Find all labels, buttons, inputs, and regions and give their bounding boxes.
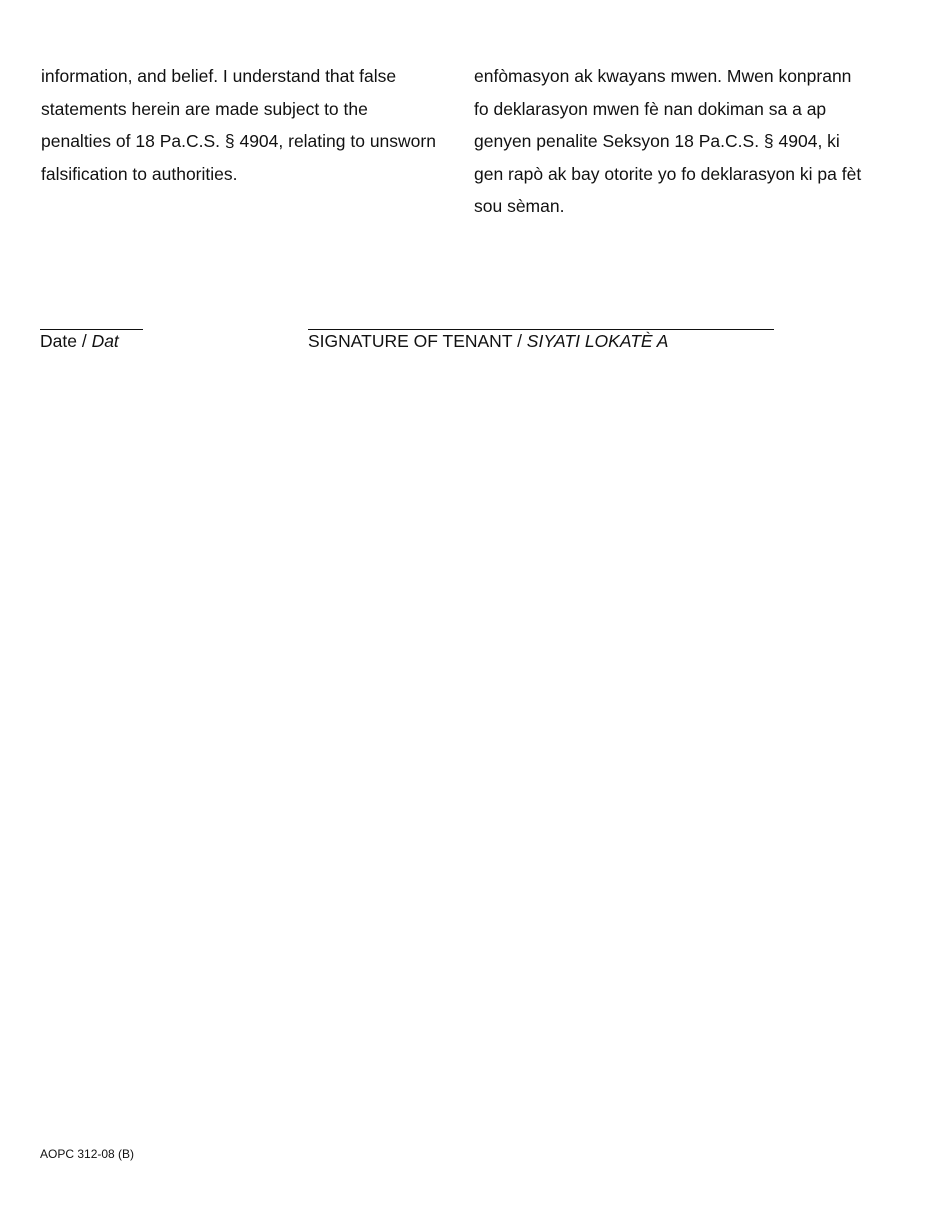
signature-label-creole: SIYATI LOKATÈ A	[526, 331, 669, 351]
affirmation-creole-line: fo deklarasyon mwen fè nan dokiman sa a ap	[474, 98, 827, 119]
affirmation-creole-line: gen rapò ak bay otorite yo fo deklarasyon ki pa fèt	[474, 163, 862, 184]
date-label-english: Date	[40, 331, 77, 351]
signature-label-english: SIGNATURE OF TENANT	[308, 331, 513, 351]
date-label	[40, 331, 119, 352]
affirmation-english-line: information, and belief. I understand that false	[41, 66, 397, 86]
form-number: AOPC 312-08 (B)	[40, 1147, 135, 1161]
affirmation-english-line: penalties of 18 Pa.C.S. § 4904, relating to unsworn	[41, 131, 436, 151]
signature-label	[308, 331, 668, 352]
signature-field-line[interactable]	[308, 329, 774, 330]
affirmation-creole-line: genyen penalite Seksyon 18 Pa.C.S. § 4904, ki	[474, 131, 840, 151]
date-field-line[interactable]	[40, 329, 143, 330]
date-label-creole: Dat	[91, 331, 119, 351]
affirmation-english	[41, 60, 466, 190]
affirmation-creole-line: enfòmasyon ak kwayans mwen. Mwen konprann	[474, 66, 852, 86]
affirmation-creole	[474, 60, 904, 223]
affirmation-english-line: falsification to authorities.	[41, 163, 238, 184]
affirmation-creole-line: sou sèman.	[474, 196, 565, 216]
date-label-separator: /	[76, 331, 92, 351]
signature-label-separator: /	[512, 331, 527, 351]
affirmation-english-line: statements herein are made subject to the	[41, 98, 368, 119]
